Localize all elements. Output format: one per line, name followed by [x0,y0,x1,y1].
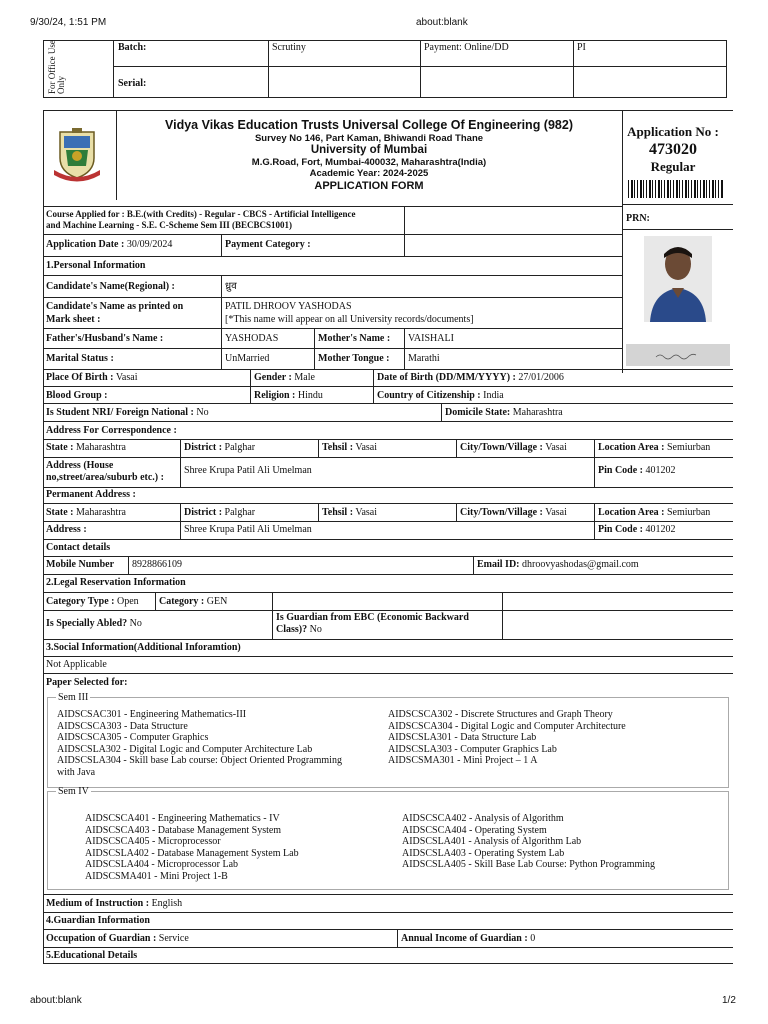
paper-item: AIDSCSMA401 - Mini Project 1-B [85,870,228,882]
guardian-ebc: Is Guardian from EBC (Economic Backward Class)? No [276,612,469,635]
perm-location-area: Location Area : Semiurban [598,507,711,518]
candidate-photo [644,236,712,322]
corr-pin-code: Pin Code : 401202 [598,465,676,476]
sem4-legend: Sem IV [58,786,89,797]
domicile-state: Domicile State: Maharashtra [445,407,563,418]
paper-item: AIDSCSLA304 - Skill base Lab course: Object Oriented Programming [57,755,342,767]
payment-category-label: Payment Category : [225,239,311,250]
college-logo [50,126,104,182]
corr-state: State : Maharashtra [46,442,126,453]
corr-address-label: Address (House no,street/area/suburb etc.) : [46,460,164,483]
mobile-label: Mobile Number [46,559,115,570]
sem3-right-column [388,709,626,767]
university-name: University of Mumbai [310,144,428,156]
name-marksheet-value: PATIL DHROOV YASHODAS [*This name will appear on all University records/documents] [225,301,474,325]
blood-group: Blood Group : [46,390,108,401]
paper-item: AIDSCSLA404 - Microprocessor Lab [85,859,239,871]
paper-item: AIDSCSMA301 - Mini Project – 1 A [388,755,538,767]
marital-status-value: UnMarried [225,353,270,364]
candidate-signature [626,344,730,366]
payment-mode-label: Payment: Online/DD [424,42,509,53]
print-page-title: about:blank [416,17,468,28]
mother-tongue-value: Marathi [408,353,440,364]
paper-item: AIDSCSLA402 - Database Management System Lab [85,847,299,859]
corr-location-area: Location Area : Semiurban [598,442,711,453]
paper-item: AIDSCSAC301 - Engineering Mathematics-III [57,709,247,720]
paper-item: AIDSCSCA305 - Computer Graphics [57,732,209,744]
academic-year: Academic Year: 2024-2025 [309,168,429,179]
religion: Religion : Hindu [254,390,323,401]
section-reservation: 2.Legal Reservation Information [46,577,186,588]
mother-name-label: Mother's Name : [318,333,391,344]
category-type: Category Type : Open [46,596,139,607]
gender: Gender : Male [254,372,315,383]
paper-item: AIDSCSLA303 - Computer Graphics Lab [388,743,557,755]
perm-pin-code: Pin Code : 401202 [598,524,676,535]
name-regional-label: Candidate's Name(Regional) : [46,281,175,292]
perm-city: City/Town/Village : Vasai [460,507,567,518]
corr-address-value: Shree Krupa Patil Ali Umelman [184,465,312,476]
paper-item: AIDSCSCA402 - Analysis of Algorithm [402,813,564,824]
guardian-income: Annual Income of Guardian : 0 [401,933,536,944]
corr-city: City/Town/Village : Vasai [460,442,567,453]
paper-item: AIDSCSLA401 - Analysis of Algorithm Lab [402,836,582,848]
perm-district: District : Palghar [184,507,256,518]
application-number: 473020 [649,141,697,158]
corr-district: District : Palghar [184,442,256,453]
sem3-left-column [57,709,342,779]
place-of-birth: Place Of Birth : Vasai [46,372,138,383]
print-page-number: 1/2 [722,995,736,1006]
guardian-occupation: Occupation of Guardian : Service [46,933,189,944]
college-name: Vidya Vikas Education Trusts Universal College Of Engineering (982) [164,118,573,132]
office-use-label: For Office Use Only [47,40,66,94]
father-name-value: YASHODAS [225,333,279,344]
email: Email ID: dhroovyashodas@gmail.com [477,559,639,570]
perm-tehsil: Tehsil : Vasai [322,507,378,518]
mother-tongue-label: Mother Tongue : [318,353,390,364]
specially-abled: Is Specially Abled? No [46,618,142,629]
college-address: Survey No 146, Part Kaman, Bhiwandi Road Thane [254,133,484,144]
prn-label: PRN: [626,213,650,224]
section-guardian-info: 4.Guardian Information [46,915,150,926]
perm-state: State : Maharashtra [46,507,126,518]
correspondence-address-title: Address For Correspondence : [46,425,177,436]
paper-item: AIDSCSCA401 - Engineering Mathematics - IV [85,813,280,824]
paper-selected-title: Paper Selected for: [46,677,128,688]
permanent-address-title: Permanent Address : [46,489,136,500]
paper-item: AIDSCSLA403 - Operating System Lab [402,847,565,859]
print-datetime: 9/30/24, 1:51 PM [30,17,107,28]
sem3-legend: Sem III [58,692,89,703]
serial-label: Serial: [118,78,147,89]
perm-address-label: Address : [46,524,87,535]
paper-item: AIDSCSCA303 - Data Structure [57,720,188,732]
paper-item: AIDSCSLA302 - Digital Logic and Computer Architecture Lab [57,743,313,755]
marital-status-label: Marital Status : [46,353,114,364]
application-date: Application Date : 30/09/2024 [46,239,173,250]
course-applied: Course Applied for : B.E.(with Credits) - Regular - CBCS - Artificial Intelligence and Machine Learning - S.E. C-Scheme Sem III (BECBCS1001) [46,209,356,230]
college-header [116,118,622,193]
section-educational-details: 5.Educational Details [46,950,138,961]
name-marksheet-label: Candidate's Name as printed on Mark sheet : [46,301,184,325]
sem4-left-column [85,813,299,883]
paper-item: with Java [57,766,96,778]
name-regional-value: ध्रुव [225,281,237,292]
application-type: Regular [650,159,696,174]
paper-item: AIDSCSCA404 - Operating System [402,824,547,836]
category: Category : GEN [159,596,228,607]
barcode [628,180,724,198]
date-of-birth: Date of Birth (DD/MM/YYYY) : 27/01/2006 [377,372,564,383]
pi-label: PI [577,42,586,53]
paper-item: AIDSCSLA301 - Data Structure Lab [388,732,537,744]
corr-tehsil: Tehsil : Vasai [322,442,378,453]
sem4-right-column [402,813,655,871]
section-personal-info: 1.Personal Information [46,260,146,271]
mobile-value: 8928866109 [132,559,182,570]
paper-item: AIDSCSCA405 - Microprocessor [85,836,221,848]
form-title: APPLICATION FORM [314,180,424,192]
nri-status: Is Student NRI/ Foreign National : No [46,407,209,418]
print-footer-url: about:blank [30,995,82,1006]
country-of-citizenship: Country of Citizenship : India [377,390,504,401]
social-info-value: Not Applicable [46,659,107,670]
section-social-info: 3.Social Information(Additional Inforamtion) [46,642,241,653]
mother-name-value: VAISHALI [408,333,454,344]
application-no-label: Application No : [627,124,719,139]
paper-item: AIDSCSCA302 - Discrete Structures and Graph Theory [388,709,613,720]
scrutiny-label: Scrutiny [272,42,306,53]
paper-item: AIDSCSCA304 - Digital Logic and Computer Architecture [388,720,626,732]
paper-item: AIDSCSLA405 - Skill Base Lab Course: Python Programming [402,859,656,871]
university-address: M.G.Road, Fort, Mumbai-400032, Maharashtra(India) [251,157,487,168]
contact-details-title: Contact details [46,542,111,553]
perm-address-value: Shree Krupa Patil Ali Umelman [184,524,312,535]
batch-label: Batch: [118,42,147,53]
father-name-label: Father's/Husband's Name : [46,333,164,344]
paper-item: AIDSCSCA403 - Database Management System [85,824,282,836]
medium-of-instruction: Medium of Instruction : English [46,898,183,909]
